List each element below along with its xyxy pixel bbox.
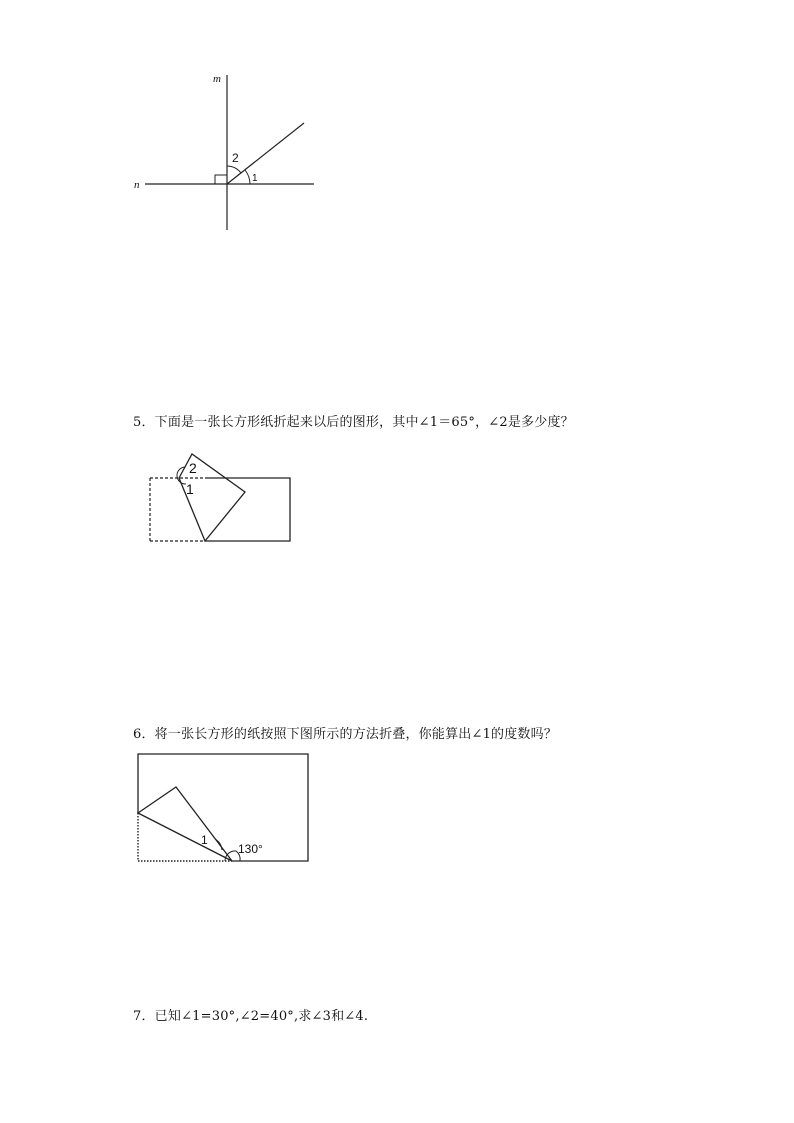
question-6-text: 6．将一张长方形的纸按照下图所示的方法折叠，你能算出∠1的度数吗？	[133, 727, 558, 742]
label-angle-1-q5: 1	[186, 481, 194, 497]
folded-flap-q6	[138, 787, 232, 861]
question-5-text: 5．下面是一张长方形纸折起来以后的图形，其中∠1＝65°，∠2是多少度？	[133, 415, 574, 430]
label-angle-2-q5: 2	[189, 460, 197, 476]
label-n: n	[134, 179, 140, 191]
label-angle-1: 1	[252, 173, 258, 184]
label-m: m	[213, 73, 221, 85]
label-angle-1-q6: 1	[201, 833, 208, 847]
label-angle-2: 2	[232, 151, 239, 165]
rectangle-outline-q6	[138, 754, 308, 861]
question-7-text: 7．已知∠1=30°,∠2=40°,求∠3和∠4.	[133, 1009, 369, 1024]
label-angle-130-q6: 130°	[238, 842, 263, 856]
